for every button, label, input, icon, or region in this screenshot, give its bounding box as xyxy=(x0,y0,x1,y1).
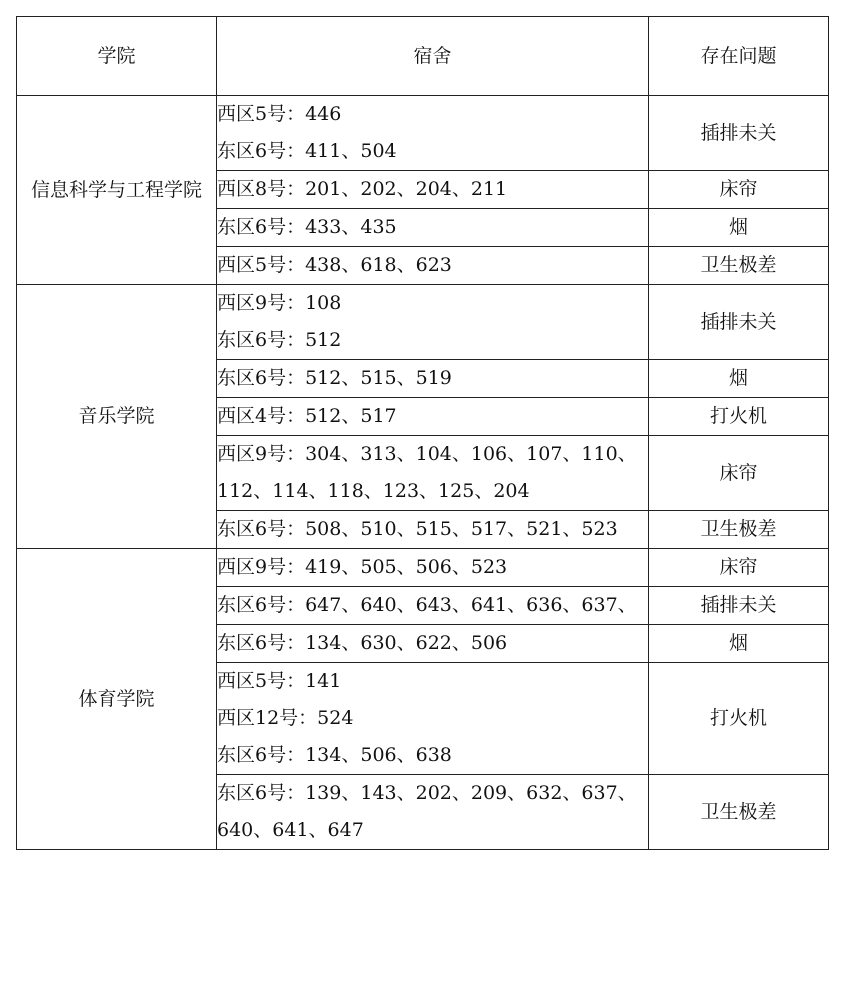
table-row xyxy=(17,285,829,360)
dorm-cell xyxy=(217,663,649,775)
issue-cell: 打火机 xyxy=(649,663,829,775)
dorm-line: 西区9号：419、505、506、523 xyxy=(217,556,508,578)
issue-cell: 打火机 xyxy=(649,398,829,436)
dorm-line: 东区6号：134、506、638 xyxy=(217,744,452,766)
issue-cell: 床帘 xyxy=(649,436,829,511)
dorm-cell xyxy=(217,209,649,247)
dorm-line: 东区6号：647、640、643、641、636、637、 xyxy=(217,594,637,616)
dorm-line: 东区6号：512 xyxy=(217,329,342,351)
issue-cell: 插排未关 xyxy=(649,587,829,625)
dorm-line: 西区5号：141 xyxy=(217,670,342,692)
table-row xyxy=(17,96,829,171)
dorm-line: 东区6号：411、504 xyxy=(217,140,397,162)
table-body xyxy=(17,96,829,850)
dorm-cell xyxy=(217,775,649,850)
header-issue: 存在问题 xyxy=(649,17,829,96)
dorm-line: 西区5号：438、618、623 xyxy=(217,254,452,276)
issue-cell: 烟 xyxy=(649,209,829,247)
issue-cell: 床帘 xyxy=(649,171,829,209)
dorm-cell xyxy=(217,398,649,436)
dorm-line: 西区9号：304、313、104、106、107、110、 xyxy=(217,443,637,465)
dorm-line: 东区6号：508、510、515、517、521、523 xyxy=(217,518,618,540)
dorm-line: 东区6号：139、143、202、209、632、637、 xyxy=(217,782,637,804)
college-cell: 体育学院 xyxy=(17,549,217,850)
dorm-cell xyxy=(217,436,649,511)
dorm-line: 东区6号：512、515、519 xyxy=(217,367,452,389)
dorm-cell xyxy=(217,549,649,587)
issue-cell: 卫生极差 xyxy=(649,775,829,850)
issue-cell: 插排未关 xyxy=(649,96,829,171)
table-row xyxy=(17,549,829,587)
dorm-cell xyxy=(217,96,649,171)
college-cell: 信息科学与工程学院 xyxy=(17,96,217,285)
header-dorm: 宿舍 xyxy=(217,17,649,96)
header-row xyxy=(17,17,829,96)
dorm-cell xyxy=(217,285,649,360)
dorm-line: 东区6号：433、435 xyxy=(217,216,397,238)
dorm-line: 西区8号：201、202、204、211 xyxy=(217,178,508,200)
dorm-inspection-table xyxy=(16,16,829,850)
issue-cell: 烟 xyxy=(649,360,829,398)
issue-cell: 床帘 xyxy=(649,549,829,587)
dorm-cell xyxy=(217,360,649,398)
dorm-line: 112、114、118、123、125、204 xyxy=(217,480,530,502)
issue-cell: 卫生极差 xyxy=(649,511,829,549)
college-cell: 音乐学院 xyxy=(17,285,217,549)
header-college: 学院 xyxy=(17,17,217,96)
dorm-line: 640、641、647 xyxy=(217,819,364,841)
dorm-line: 东区6号：134、630、622、506 xyxy=(217,632,508,654)
dorm-cell xyxy=(217,171,649,209)
dorm-cell xyxy=(217,625,649,663)
dorm-line: 西区12号：524 xyxy=(217,707,354,729)
dorm-line: 西区9号：108 xyxy=(217,292,342,314)
dorm-line: 西区4号：512、517 xyxy=(217,405,397,427)
dorm-cell xyxy=(217,511,649,549)
issue-cell: 卫生极差 xyxy=(649,247,829,285)
issue-cell: 插排未关 xyxy=(649,285,829,360)
dorm-cell xyxy=(217,247,649,285)
dorm-cell xyxy=(217,587,649,625)
issue-cell: 烟 xyxy=(649,625,829,663)
dorm-line: 西区5号：446 xyxy=(217,103,342,125)
